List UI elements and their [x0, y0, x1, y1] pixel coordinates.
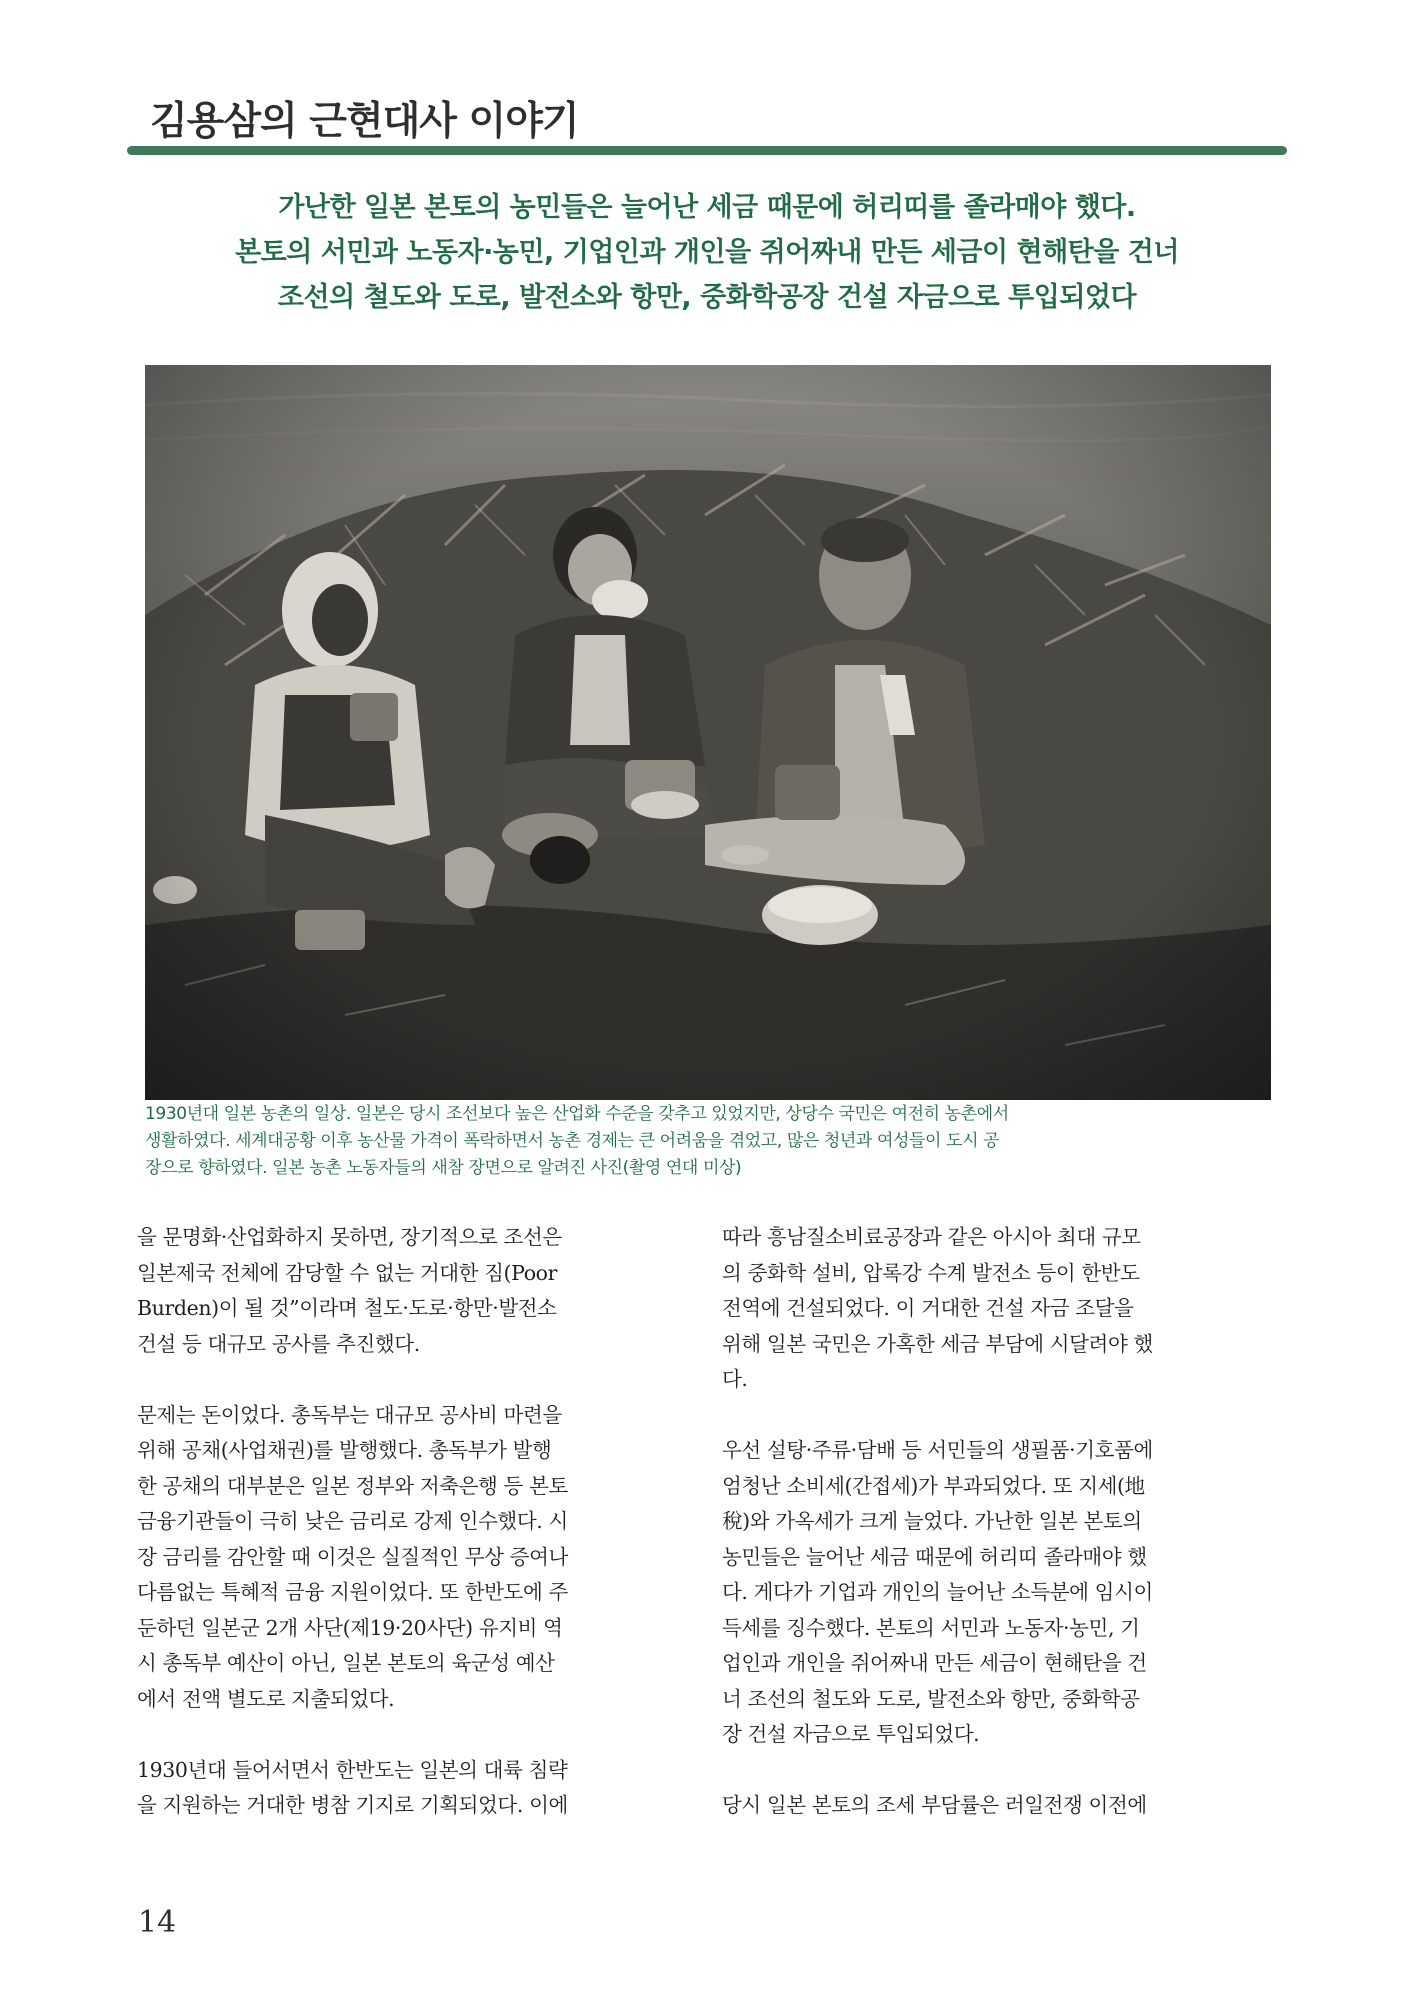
- paragraph: [722, 1433, 1287, 1753]
- title-divider: [127, 146, 1287, 155]
- body-line: 문제는 돈이었다. 총독부는 대규모 공사비 마련을: [137, 1402, 562, 1427]
- body-line: 따라 흥남질소비료공장과 같은 아시아 최대 규모: [722, 1225, 1141, 1249]
- body-line: 에서 전액 별도로 지출되었다.: [137, 1686, 395, 1711]
- headline: [127, 185, 1287, 320]
- body-line: 너 조선의 철도와 도로, 발전소와 항만, 중화학공: [722, 1686, 1140, 1711]
- headline-line: 본토의 서민과 노동자·농민, 기업인과 개인을 쥐어짜내 만든 세금이 현해탄을 건너: [235, 237, 1179, 268]
- photo-illustration: [145, 365, 1271, 1100]
- body-line: 다. 게다가 기업과 개인의 늘어난 소득분에 임시이: [722, 1580, 1153, 1604]
- paragraph: [722, 1220, 1287, 1398]
- caption-line: 장으로 향하였다. 일본 농촌 노동자들의 새참 장면으로 알려진 사진(촬영 연대 미상): [145, 1158, 742, 1178]
- body-line: 둔하던 일본군 2개 사단(제19·20사단) 유지비 역: [137, 1615, 563, 1640]
- body-line: 장 건설 자금으로 투입되었다.: [722, 1722, 980, 1746]
- photo-caption: [145, 1101, 1271, 1182]
- body-line: 稅)와 가옥세가 크게 늘었다. 가난한 일본 본토의: [722, 1509, 1142, 1533]
- body-line: 농민들은 늘어난 세금 때문에 허리띠 졸라매야 했: [722, 1544, 1147, 1569]
- body-line: 1930년대 들어서면서 한반도는 일본의 대륙 침략: [137, 1757, 568, 1782]
- headline-line: 조선의 철도와 도로, 발전소와 항만, 중화학공장 건설 자금으로 투입되었다: [277, 282, 1137, 313]
- body-line: Burden)이 될 것”이라며 철도·도로·항만·발전소: [137, 1296, 557, 1320]
- caption-line: 생활하였다. 세계대공황 이후 농산물 가격이 폭락하면서 농촌 경제는 큰 어려움을 겪었고, 많은 청년과 여성들이 도시 공: [145, 1131, 1000, 1151]
- farm-workers-photo: [145, 365, 1271, 1100]
- body-line: 위해 공채(사업채권)를 발행했다. 총독부가 발행: [137, 1438, 552, 1462]
- paragraph: [722, 1788, 1287, 1824]
- body-line: 다.: [722, 1367, 748, 1391]
- body-line: 일본제국 전체에 감당할 수 없는 거대한 짐(Poor: [137, 1260, 557, 1285]
- body-line: 당시 일본 본토의 조세 부담률은 러일전쟁 이전에: [722, 1793, 1147, 1817]
- paragraph: [137, 1220, 702, 1362]
- caption-line: 1930년대 일본 농촌의 일상. 일본은 당시 조선보다 높은 산업화 수준을 갖추고 있었지만, 상당수 국민은 여전히 농촌에서: [145, 1104, 1009, 1124]
- body-column-right: [722, 1220, 1287, 1859]
- paragraph: [137, 1398, 702, 1718]
- body-line: 을 문명화·산업화하지 못하면, 장기적으로 조선은: [137, 1225, 562, 1249]
- body-line: 전역에 건설되었다. 이 거대한 건설 자금 조달을: [722, 1296, 1134, 1320]
- page-number: 14: [138, 1905, 177, 1940]
- paragraph: [137, 1753, 702, 1824]
- body-line: 우선 설탕·주류·담배 등 서민들의 생필품·기호품에: [722, 1438, 1153, 1462]
- body-line: 한 공채의 대부분은 일본 정부와 저축은행 등 본토: [137, 1473, 568, 1498]
- body-line: 을 지원하는 거대한 병참 기지로 기획되었다. 이에: [137, 1793, 568, 1817]
- body-line: 건설 등 대규모 공사를 추진했다.: [137, 1331, 420, 1356]
- body-line: 장 금리를 감안할 때 이것은 실질적인 무상 증여나: [137, 1544, 568, 1569]
- body-line: 득세를 징수했다. 본토의 서민과 노동자·농민, 기: [722, 1615, 1140, 1640]
- body-line: 금융기관들이 극히 낮은 금리로 강제 인수했다. 시: [137, 1509, 568, 1533]
- body-line: 다름없는 특혜적 금융 지원이었다. 또 한반도에 주: [137, 1580, 568, 1604]
- body-line: 위해 일본 국민은 가혹한 세금 부담에 시달려야 했: [722, 1331, 1153, 1356]
- body-line: 업인과 개인을 쥐어짜내 만든 세금이 현해탄을 건: [722, 1651, 1147, 1675]
- headline-line: 가난한 일본 본토의 농민들은 늘어난 세금 때문에 허리띠를 졸라매야 했다.: [278, 192, 1136, 223]
- body-column-left: [137, 1220, 702, 1859]
- series-title: 김용삼의 근현대사 이야기: [150, 99, 579, 144]
- body-line: 의 중화학 설비, 압록강 수계 발전소 등이 한반도: [722, 1260, 1140, 1285]
- body-line: 엄청난 소비세(간접세)가 부과되었다. 또 지세(地: [722, 1473, 1145, 1498]
- body-line: 시 총독부 예산이 아닌, 일본 본토의 육군성 예산: [137, 1651, 555, 1675]
